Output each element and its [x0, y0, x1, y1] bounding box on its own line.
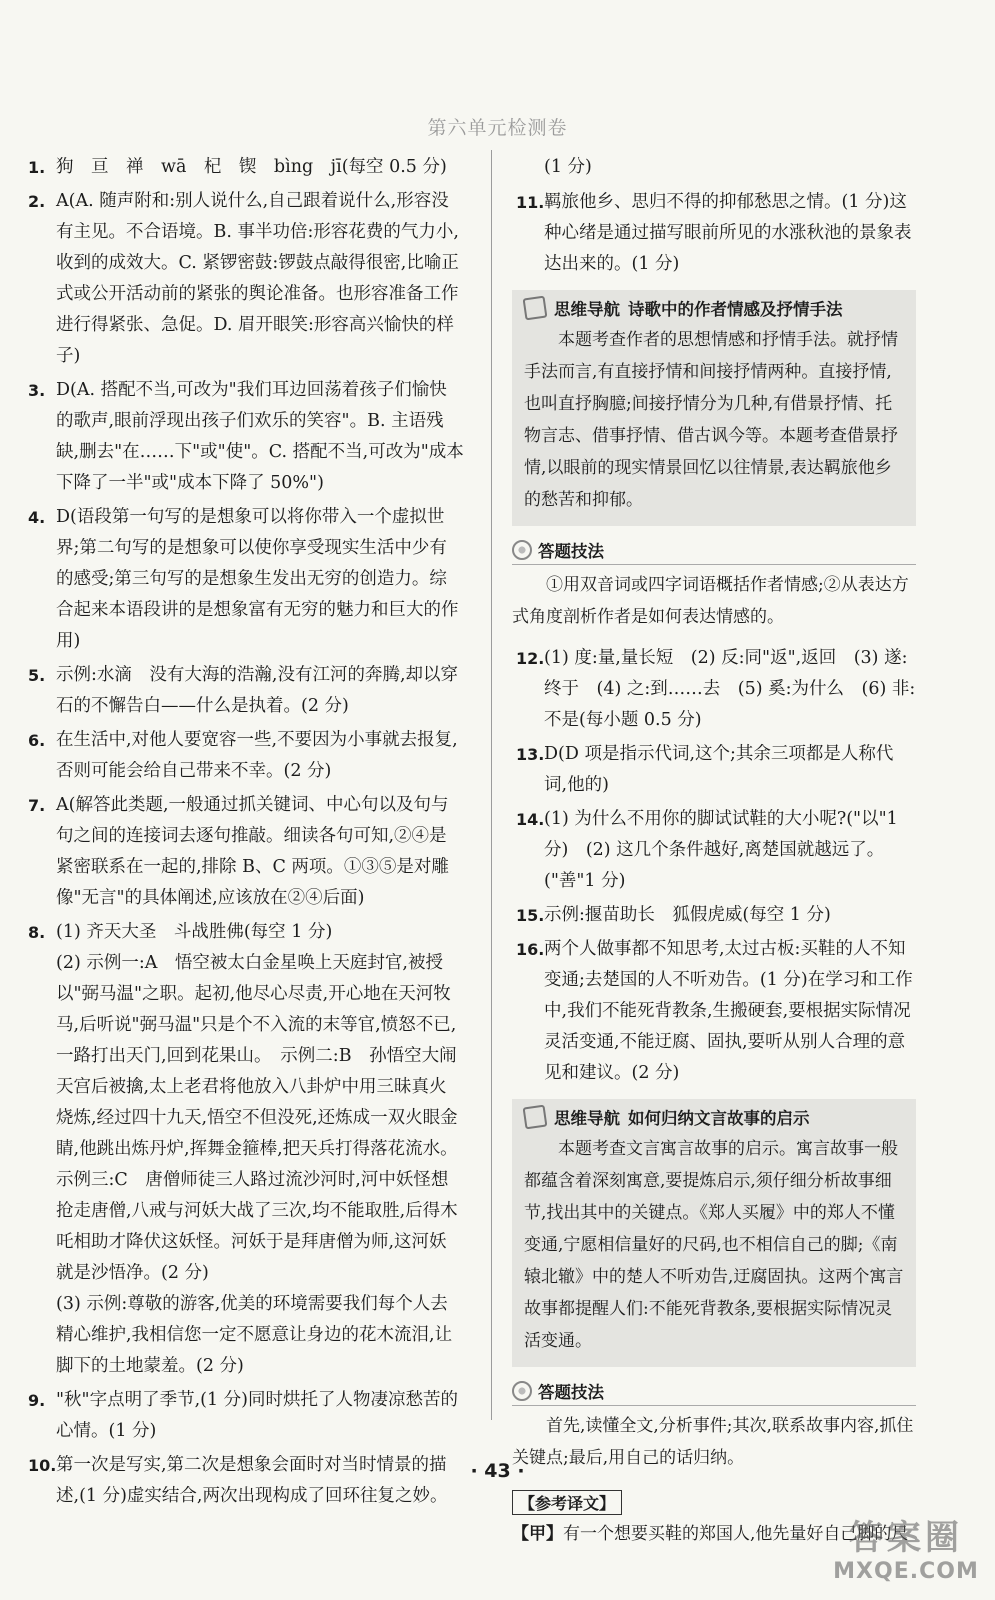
item-text: D(A. 搭配不当,可改为"我们耳边回荡着孩子们愉快的歌声,眼前浮现出孩子们欢乐的笑容"。B. 主语残缺,删去"在……下"或"使"。C. 搭配不当,可改为"成本下降了一半"或"成本下降了 50%"): [56, 380, 464, 493]
right-answer-list: [512, 643, 916, 1089]
watermark-logo: [831, 1510, 981, 1590]
box-title: 诗歌中的作者情感及抒情手法: [628, 300, 843, 319]
item-text: 狗 亘 禅 wā 杞 锲 bìng jī(每空 0.5 分): [56, 157, 447, 177]
answer-item: [24, 152, 464, 183]
reference-text: 有一个想要买鞋的郑国人,他先量好自己脚的尺: [563, 1524, 909, 1544]
answer-item: [512, 643, 916, 736]
answer-item: [24, 186, 464, 372]
reference-tag: 【甲】: [512, 1524, 563, 1544]
box-header: [524, 296, 904, 320]
item-text: "秋"字点明了季节,(1 分)同时烘托了人物凄凉愁苦的心情。(1 分): [56, 1390, 459, 1441]
answer-item: [24, 375, 464, 499]
answer-item: [512, 900, 916, 931]
box-label: 思维导航: [554, 300, 620, 319]
item-text: (1) 为什么不用你的脚试试鞋的大小呢?("以"1 分) (2) 这几个条件越好,离楚国就越远了。("善"1 分): [544, 809, 898, 891]
continued-score: (1 分): [544, 157, 592, 177]
answer-item: [24, 502, 464, 657]
thinking-guide-box-2: [512, 1099, 916, 1367]
thinking-guide-box-1: [512, 290, 916, 526]
item-text: (1) 度:量,量长短 (2) 反:同"返",返回 (3) 遂:终于 (4) 之:到……去 (5) 奚:为什么 (6) 非:不是(每小题 0.5 分): [544, 648, 916, 730]
item-number: 8.: [28, 923, 46, 942]
answer-item: [24, 660, 464, 722]
box-body: 本题考查文言寓言故事的启示。寓言故事一般都蕴含着深刻寓意,要提炼启示,须仔细分析故事细节,找出其中的关键点。《郑人买履》中的郑人不懂变通,宁愿相信量好的尺码,也不相信自己的脚;《南辕北辙》中的楚人不听劝告,迂腐固执。这两个寓言故事都提醒人们:不能死背教条,要根据实际情况灵活变通。: [524, 1139, 904, 1351]
tips-header: [512, 538, 916, 565]
item-text: D(语段第一句写的是想象可以将你带入一个虚拟世界;第二句写的是想象可以使你享受现实生活中少有的感受;第三句写的是想象生发出无穷的创造力。综合起来本语段讲的是想象富有无穷的魅力和巨大的作用): [56, 507, 459, 651]
box-header: [524, 1105, 904, 1129]
page-number: · 43 ·: [470, 1460, 525, 1482]
item-number: 15.: [516, 906, 545, 925]
item-number: 7.: [28, 796, 46, 815]
item-number: 5.: [28, 666, 46, 685]
watermark-bottom: MXQE.COM: [833, 1559, 979, 1584]
page-title: 第六单元检测卷: [427, 117, 568, 139]
answer-item: [24, 917, 467, 1382]
box-title: 如何归纳文言故事的启示: [628, 1109, 810, 1128]
answer-tips-1: [512, 538, 916, 633]
item-number: 12.: [516, 649, 545, 668]
item-text: 示例:水滴 没有大海的浩瀚,没有江河的奔腾,却以穿石的不懈告白——什么是执着。(2 分): [56, 665, 459, 716]
item-text: A(A. 随声附和:别人说什么,自己跟着说什么,形容没有主见。不合语境。B. 事半功倍:形容花费的气力小,收到的成效大。C. 紧锣密鼓:锣鼓点敲得很密,比喻正式或公开活动前的紧张的舆论准备。也形容准备工作进行得紧张、急促。D. 眉开眼笑:形容高兴愉快的样子): [56, 191, 459, 366]
answer-item: [512, 739, 916, 801]
left-column: [24, 152, 467, 1515]
tips-label: 答题技法: [538, 1383, 604, 1402]
answer-item-11: [512, 187, 916, 280]
item-number: 4.: [28, 508, 46, 527]
item-number: 9.: [28, 1391, 46, 1410]
item-text: D(D 项是指示代词,这个;其余三项都是人称代词,他的): [544, 744, 894, 795]
item-number: 16.: [516, 940, 545, 959]
tips-label: 答题技法: [538, 542, 604, 561]
item-text: A(解答此类题,一般通过抓关键词、中心句以及句与句之间的连接词去逐句推敲。细读各句可知,②④是紧密联系在一起的,排除 B、C 两项。①③⑤是对雕像"无言"的具体阐述,应该放在②④后面): [56, 795, 449, 908]
item-text: 第一次是写实,第二次是想象会面时对当时情景的描述,(1 分)虚实结合,两次出现构成了回环往复之妙。: [56, 1455, 448, 1506]
answer-item: [24, 725, 464, 787]
item-number: 10.: [28, 1456, 57, 1475]
item-number: 14.: [516, 810, 545, 829]
tips-icon: [512, 540, 532, 560]
column-divider: [491, 150, 492, 1420]
tips-body: 首先,读懂全文,分析事件;其次,联系故事内容,抓住关键点;最后,用自己的话归纳。: [512, 1416, 914, 1468]
item-text: (3) 示例:尊敬的游客,优美的环境需要我们每个人去精心维护,我相信您一定不愿意让身边的花木流泪,让脚下的土地蒙羞。(2 分): [56, 1294, 453, 1376]
item-text: 羁旅他乡、思归不得的抑郁愁思之情。(1 分)这种心绪是通过描写眼前所见的水涨秋池的景象表达出来的。(1 分): [544, 192, 912, 274]
item-text: 在生活中,对他人要宽容一些,不要因为小事就去报复,否则可能会给自己带来不幸。(2 分): [56, 730, 458, 781]
right-column: [512, 152, 916, 1549]
item-number: 6.: [28, 731, 46, 750]
guide-icon: [523, 296, 548, 321]
answer-item: [512, 804, 916, 897]
answer-item: [512, 934, 916, 1089]
answer-item: [24, 790, 464, 914]
watermark-top: 答案圈: [849, 1518, 963, 1558]
item-number: 3.: [28, 381, 46, 400]
item-number: 2.: [28, 192, 46, 211]
tips-icon: [512, 1381, 532, 1401]
box-body: 本题考查作者的思想情感和抒情手法。就抒情手法而言,有直接抒情和间接抒情两种。直接抒情,也叫直抒胸臆;间接抒情分为几种,有借景抒情、托物言志、借事抒情、借古讽今等。本题考查借景抒情,以眼前的现实情景回忆以往情景,表达羁旅他乡的愁苦和抑郁。: [524, 330, 898, 510]
item-text: (1) 齐天大圣 斗战胜佛(每空 1 分): [56, 922, 333, 942]
box-label: 思维导航: [554, 1109, 620, 1128]
item-number: 11.: [516, 193, 545, 212]
item-text: (2) 示例一:A 悟空被太白金星唤上天庭封官,被授以"弼马温"之职。起初,他尽心尽责,开心地在天河牧马,后听说"弼马温"只是个不入流的末等官,愤怒不已,一路打出天门,回到花果山。 示例二:B 孙悟空大闹天宫后被擒,太上老君将他放入八卦炉中用三昧真火烧炼,经过四十九天,悟空不但没死,还炼成一双火眼金睛,他跳出炼丹炉,挥舞金箍棒,把天兵打得落花流水。 示例三:C 唐僧师徒三人路过流沙河时,河中妖怪想抢走唐僧,八戒与河妖大战了三次,均不能取胜,后得木吒相助才降伏这妖怪。河妖于是拜唐僧为师,这河妖就是沙悟净。(2 分): [56, 953, 467, 1283]
tips-body: ①用双音词或四字词语概括作者情感;②从表达方式角度剖析作者是如何表达情感的。: [512, 575, 909, 627]
tips-header: [512, 1379, 916, 1406]
answer-item: [24, 1385, 464, 1447]
item-text: 示例:揠苗助长 狐假虎威(每空 1 分): [544, 905, 831, 925]
guide-icon: [523, 1105, 548, 1130]
reference-translation-label: 【参考译文】: [512, 1490, 622, 1515]
item-number: 1.: [28, 158, 46, 177]
item-text: 两个人做事都不知思考,太过古板:买鞋的人不知变通;去楚国的人不听劝告。(1 分)在学习和工作中,我们不能死背教条,生搬硬套,要根据实际情况灵活变通,不能迂腐、固执,要听从别人合理的意见和建议。(2 分): [544, 939, 913, 1083]
item-number: 13.: [516, 745, 545, 764]
